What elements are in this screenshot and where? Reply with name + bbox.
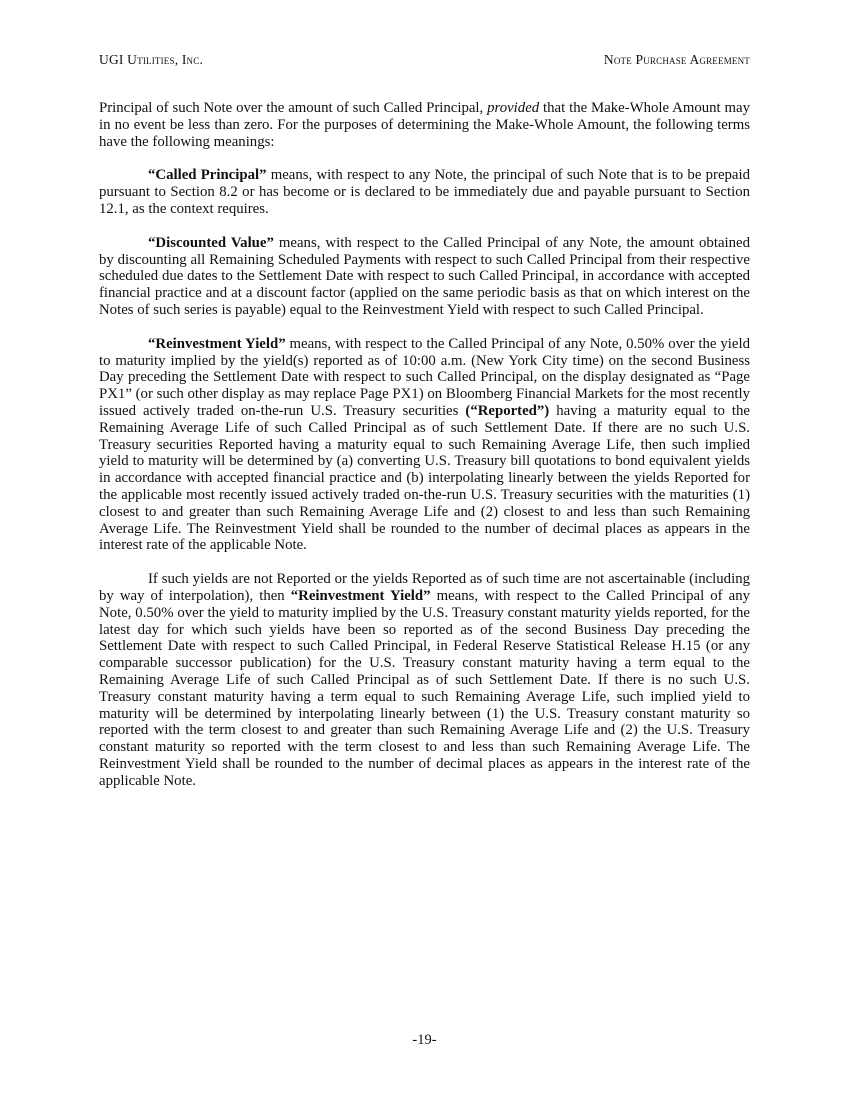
p4-text-b: having a maturity equal to the Remaining Average Life of such Called Principal as of such Settlement Date. If there are no such U.S. Treasury securities Reported having a maturity equal to such Remaining Average Life, then such implied yield to maturity will be determined by (a) converting U.S. Treasury bill quotations to bond equivalent yields in accordance with accepted financial practice and (b) interpolating linearly between the yields Reported for the applicable most recently issued actively traded on-the-run U.S. Treasury securities with the maturities (1) closest to and greater than such Remaining Average Life and (2) closest to and less than such Remaining Average Life. The Reinvestment Yield shall be rounded to the number of decimal places as appears in the interest rate of the applicable Note.	[99, 402, 750, 554]
p1-italic-provided: provided	[487, 100, 540, 116]
paragraph-reinvestment-yield-fallback	[99, 571, 750, 789]
defined-term-reinvestment-yield: “Reinvestment Yield”	[148, 335, 286, 352]
p1-text-a: Principal of such Note over the amount of such Called Principal,	[99, 100, 488, 116]
paragraph-make-whole-continuation	[99, 100, 750, 150]
paragraph-discounted-value	[99, 235, 750, 319]
document-body	[99, 100, 750, 806]
p3-definition-text: means, with respect to the Called Principal of any Note, the amount obtained by discounting all Remaining Scheduled Payments with respect to such Called Principal from their respective scheduled due dates to the Settlement Date with respect to such Called Principal, in accordance with accepted financial practice and at a discount factor (applied on the same periodic basis as that on which interest on the Notes of such series is payable) equal to the Reinvestment Yield with respect to such Called Principal.	[99, 234, 750, 318]
p5-text-a: If such yields are not Reported or the yields Reported as of such time are not ascertainable (including by way of interpolation), then	[99, 571, 750, 604]
p2-definition-text: means, with respect to any Note, the principal of such Note that is to be prepaid pursuant to Section 8.2 or has become or is declared to be immediately due and payable pursuant to Section 12.1, as the context requires.	[99, 167, 750, 217]
defined-term-called-principal: “Called Principal”	[148, 167, 267, 184]
defined-term-reinvestment-yield-2: “Reinvestment Yield”	[290, 587, 431, 604]
p5-text-b: means, with respect to the Called Principal of any Note, 0.50% over the yield to maturity implied by the U.S. Treasury constant maturity yields reported, for the latest day for which such yields have been so reported as of the second Business Day preceding the Settlement Date with respect to such Called Principal, in Federal Reserve Statistical Release H.15 (or any comparable successor publication) for the U.S. Treasury constant maturity having a term equal to the Remaining Average Life of such Called Principal as of such Settlement Date. If there is no such U.S. Treasury constant maturity having a term equal to such Remaining Average Life, such implied yield to maturity will be determined by interpolating linearly between (1) the U.S. Treasury constant maturity so reported with the term closest to and greater than such Remaining Average Life and (2) the U.S. Treasury constant maturity so reported with the term closest to and less than such Remaining Average Life. The Reinvestment Yield shall be rounded to the number of decimal places as appears in the interest rate of the applicable Note.	[99, 587, 751, 789]
header-document-title: Note Purchase Agreement	[603, 52, 750, 67]
defined-term-reported: (“Reported”)	[465, 402, 550, 419]
p4-text-a: means, with respect to the Called Principal of any Note, 0.50% over the yield to maturity implied by the yield(s) reported as of 10:00 a.m. (New York City time) on the second Business Day preceding the Settlement Date with respect to such Called Principal, on the display designated as “Page PX1” (or such other display as may replace Page PX1) on Bloomberg Financial Markets for the most recently issued actively traded on-the-run U.S. Treasury securities	[99, 335, 750, 419]
paragraph-reinvestment-yield	[99, 336, 750, 554]
defined-term-discounted-value: “Discounted Value”	[148, 234, 274, 251]
page-number: -19-	[412, 1032, 437, 1048]
p1-text-b: that the Make-Whole Amount may in no event be less than zero. For the purposes of determining the Make-Whole Amount, the following terms have the following meanings:	[99, 100, 750, 150]
page-header	[99, 52, 750, 72]
paragraph-called-principal	[99, 167, 750, 217]
header-company-name: UGI Utilities, Inc.	[99, 52, 204, 67]
